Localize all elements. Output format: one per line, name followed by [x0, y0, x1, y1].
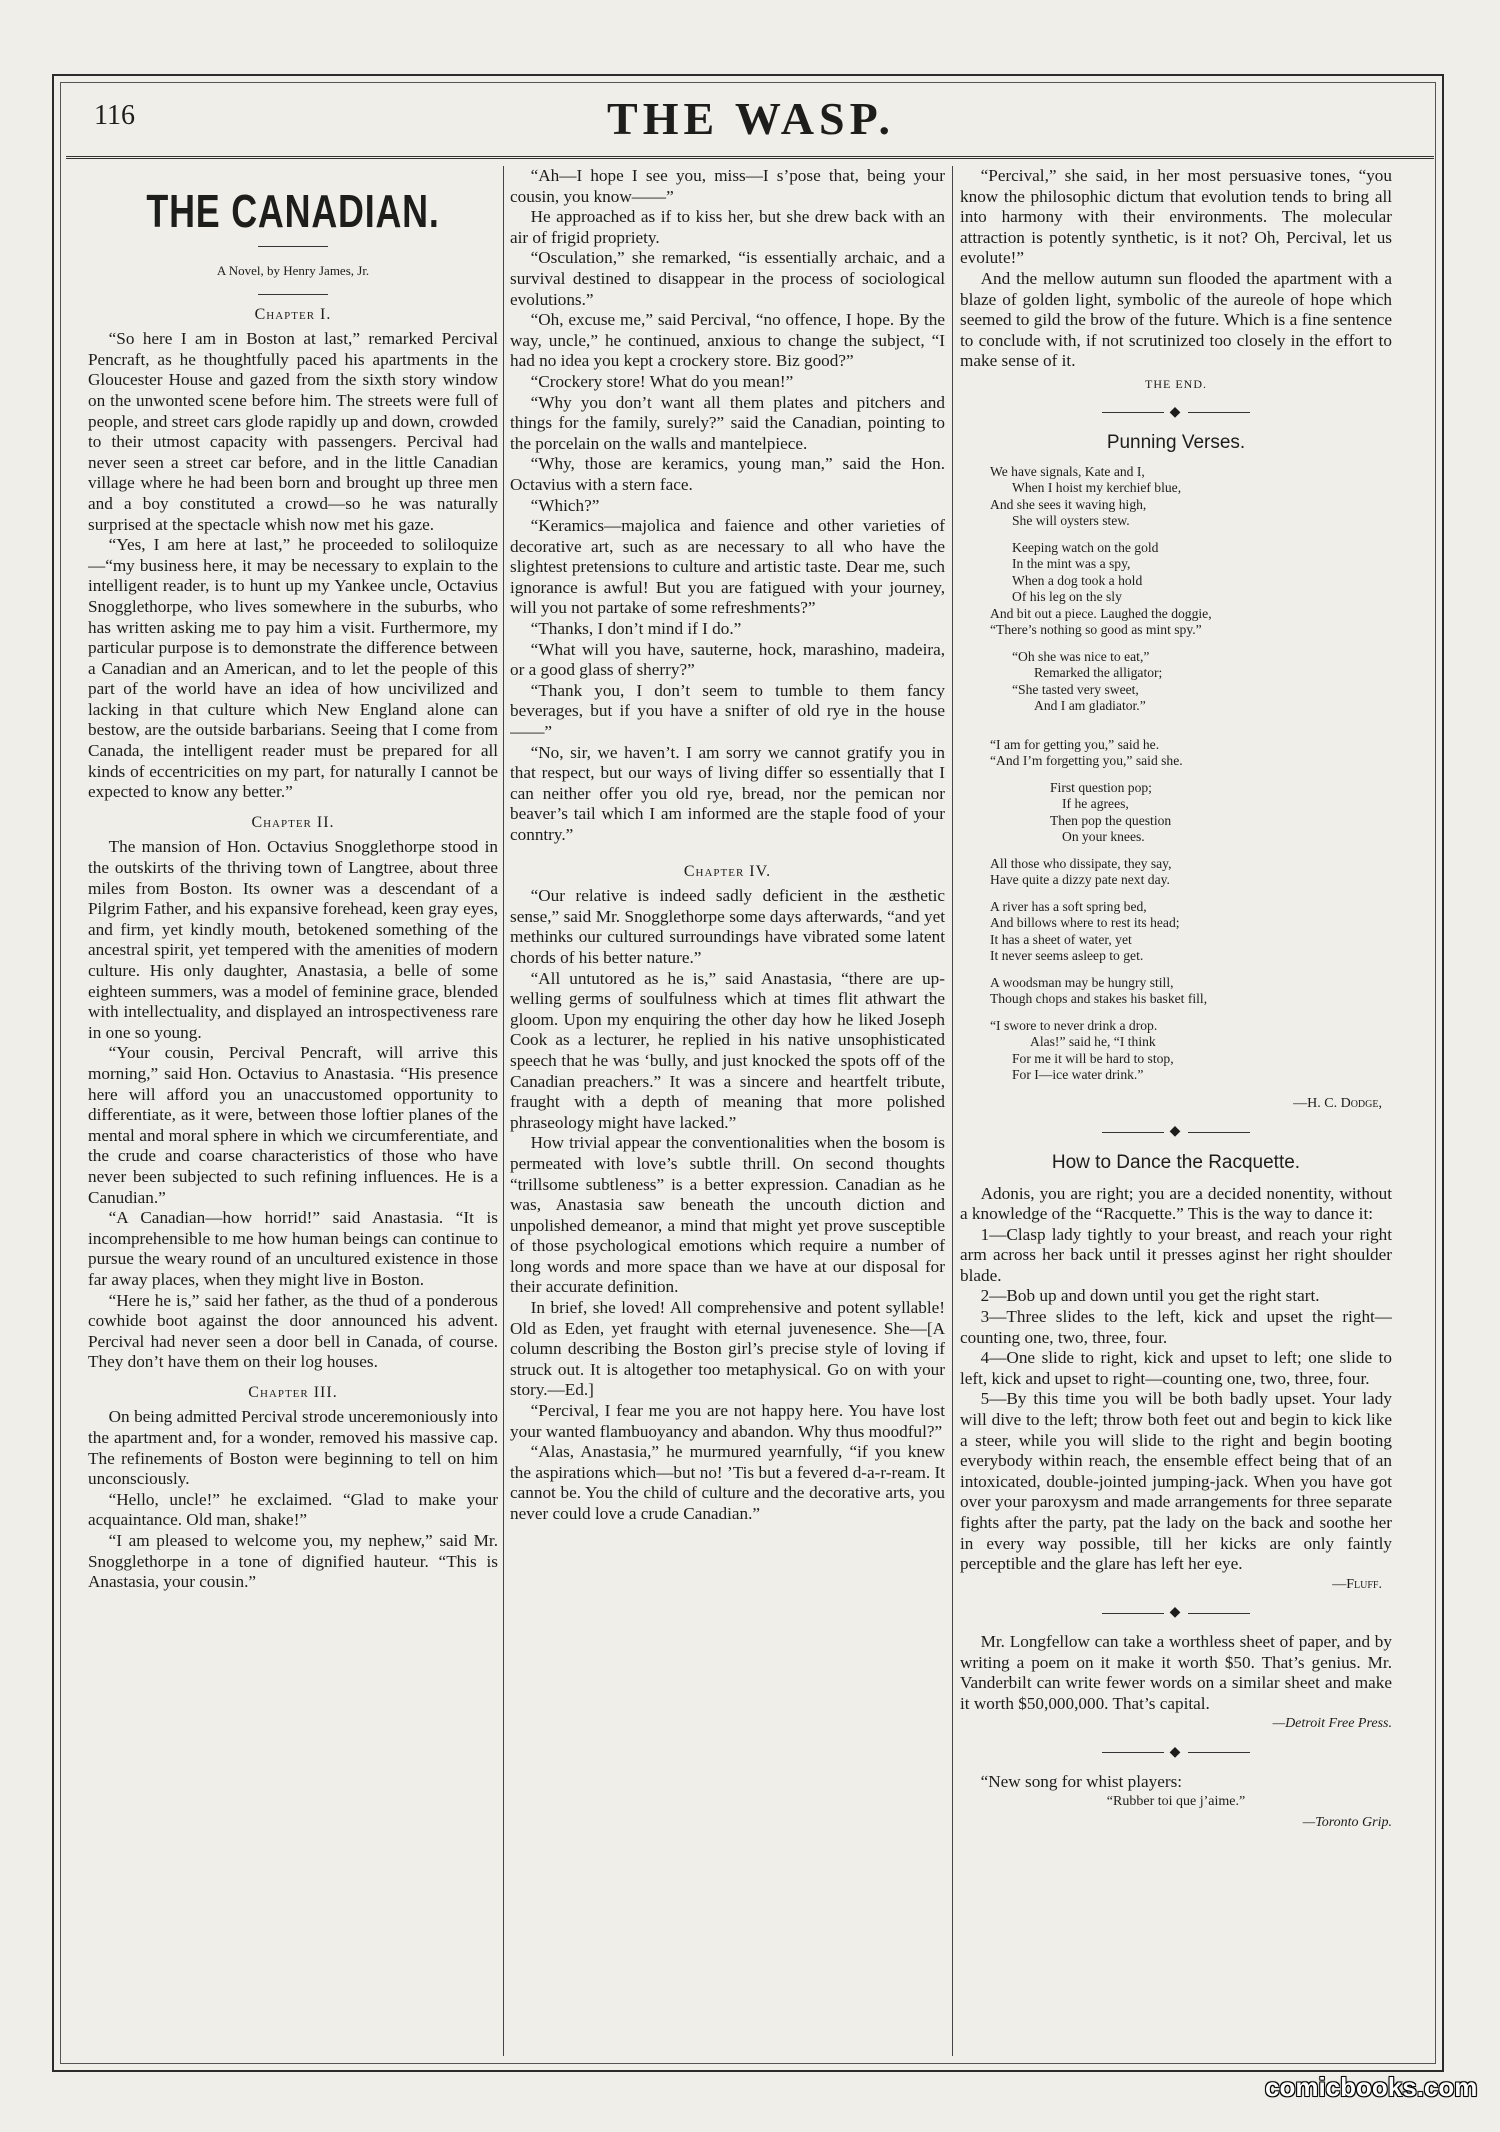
- story-title: THE CANADIAN.: [146, 185, 440, 237]
- stanza: [990, 737, 1392, 770]
- paragraph: “Percival,” she said, in her most persuasive tones, “you know the philosophic dictum that evolution tends to bring all into harmony with their environments. The molecular attraction is potently synthetic, is it not? Oh, Percival, let us evolute!”: [960, 166, 1392, 268]
- paragraph: Mr. Longfellow can take a worthless sheet of paper, and by writing a poem on it make it worth $50. That’s genius. Mr. Vanderbilt can write fewer words on a similar sheet and make it worth $50,000,000. That’s capital.: [960, 1631, 1392, 1713]
- paragraph: 5—By this time you will be both badly upset. Your lady will dive to the left; throw both feet out and begin to kick like a steer, while you will slide to the right and begin booting everybody within reach, the ensemble effect being that of an intoxicated, double-jointed jumping-jack. When you have got over your paroxysm and made arrangements for three separate fights after the party, pat the lady on the back and soothe her in every way possible, till her kicks are only faintly perceptible and the glare has left her eye.: [960, 1389, 1392, 1574]
- verse-line: And I am gladiator.”: [1034, 698, 1146, 714]
- chapter-heading: Chapter IV.: [683, 862, 772, 880]
- verse-line: And she sees it waving high,: [990, 496, 1147, 512]
- verse-line: Of his leg on the sly: [1012, 589, 1122, 605]
- paragraph: On being admitted Percival strode unceremoniously into the apartment and, for a wonder, removed his massive cap. The refinements of Boston were beginning to tell on him unconsciously.: [88, 1407, 498, 1489]
- divider: [258, 246, 328, 247]
- header-rule: [66, 156, 1434, 159]
- paragraph: 4—One slide to right, kick and upset to left; one slide to left, kick and upset to right—counting one, two, three, four.: [960, 1348, 1392, 1388]
- paragraph: “Keramics—majolica and faience and other varieties of decorative art, such as are necessary to all who have the slightest pretensions to culture and artistic taste. Dear me, such ignorance is awful! But you are fatigued with your journey, will you not partake of some refreshments?”: [510, 516, 945, 618]
- paragraph: In brief, she loved! All comprehensive and potent syllable! Old as Eden, yet fraught with eternal juvenesence. She—[A column describing the Boston girl’s precise style of loving if struck out. It is altogether too metaphysical. Go on with your story.—Ed.]: [510, 1298, 945, 1400]
- verse-line: We have signals, Kate and I,: [990, 463, 1145, 479]
- poem: [990, 464, 1392, 1084]
- byline: A Novel, by Henry James, Jr.: [216, 263, 370, 278]
- paragraph: “Osculation,” she remarked, “is essentially archaic, and a survival destined to disappear in the process of sociological evolutions.”: [510, 248, 945, 309]
- paragraph: “Why you don’t want all them plates and pitchers and things for the family, surely?” said the Canadian, pointing to the porcelain on the walls and mantelpiece.: [510, 392, 945, 453]
- verse-line: First question pop;: [1050, 779, 1152, 795]
- stanza: [990, 899, 1392, 965]
- paragraph: “New song for whist players:: [980, 1771, 1183, 1791]
- verse-line: In the mint was a spy,: [1012, 556, 1131, 572]
- paragraph: 3—Three slides to the left, kick and upset the right—counting one, two, three, four.: [960, 1307, 1392, 1347]
- verse-line: If he agrees,: [1062, 796, 1129, 812]
- verse-line: When I hoist my kerchief blue,: [1012, 480, 1182, 496]
- verse-line: A river has a soft spring bed,: [990, 898, 1147, 914]
- paragraph: The mansion of Hon. Octavius Snogglethorpe stood in the outskirts of the thriving town of Langtree, about three miles from Boston. Its owner was a descendant of a Pilgrim Father, and his expansive forehead, keen gray eyes, and firm, yet kindly mouth, betokened something of the ancestral spirit, yet tempered with the amenities of modern culture. His only daughter, Anastasia, a belle of some eighteen summers, was a model of feminine grace, blended with intellectuality, and displayed an introspectiveness rare in one so young.: [88, 837, 498, 1042]
- ornament-divider: ◆: [960, 1603, 1392, 1624]
- column-divider: [503, 166, 504, 2056]
- verse-line: On your knees.: [1062, 829, 1145, 845]
- ornament-divider: ◆: [960, 403, 1392, 424]
- paragraph: “Why, those are keramics, young man,” said the Hon. Octavius with a stern face.: [510, 454, 945, 494]
- column-2: [510, 166, 945, 2056]
- verse-line: Remarked the alligator;: [1034, 665, 1163, 681]
- stanza: [990, 464, 1392, 530]
- paragraph: “So here I am in Boston at last,” remarked Percival Pencraft, as he thoughtfully paced his apartments in the Gloucester House and gazed from the sixth story window on the unwonted scene before him. The streets were full of people, and street cars glode rapidly up and down, crowded to their utmost capacity with passengers. Percival had never seen a street car before, and in the little Canadian village where he had been born and brought up three men and a boy constituted a crowd—so he was naturally surprised at the spectacle whish now met his gaze.: [88, 329, 498, 534]
- ornament-divider: ◆: [960, 1122, 1392, 1143]
- stanza: [990, 649, 1392, 715]
- column-1: [88, 166, 498, 2056]
- paragraph: “Ah—I hope I see you, miss—I s’pose that, being your cousin, you know——”: [510, 166, 945, 206]
- ornament-divider: ◆: [960, 1743, 1392, 1764]
- verse-line: For me it will be hard to stop,: [1012, 1050, 1174, 1066]
- watermark: comicbooks.com: [1265, 2072, 1478, 2102]
- signature: —H. C. Dodge,: [1293, 1095, 1382, 1111]
- paragraph: 2—Bob up and down until you get the right start.: [980, 1286, 1320, 1306]
- paragraph: And the mellow autumn sun flooded the apartment with a blaze of golden light, symbolic of the aureole of hope which seemed to gild the brow of the future. Which is a fine sentence to conclude with, if not scrutinized too closely in the effort to make sense of it.: [960, 268, 1392, 371]
- page-number: 116: [94, 100, 135, 131]
- paragraph: “Here he is,” said her father, as the thud of a ponderous cowhide boot against the door announced his advent. Percival had never seen a door bell in Canada, of course. They don’t have them on their log houses.: [88, 1290, 498, 1372]
- verse-line: Alas!” said he, “I think: [1030, 1034, 1156, 1050]
- paragraph: “Our relative is indeed sadly deficient in the æsthetic sense,” said Mr. Snogglethorpe some days afterwards, “and yet methinks our cultured surroundings have vibrated some latent chords of his better nature.”: [510, 886, 945, 967]
- verse-line: “Oh she was nice to eat,”: [1012, 648, 1150, 664]
- chapter-heading: Chapter III.: [248, 1383, 338, 1401]
- verse-line: Then pop the question: [1050, 812, 1172, 828]
- paragraph: How trivial appear the conventionalities when the bosom is permeated with love’s subtle thrill. On second thoughts “trillsome subtleness” is a better expression. Canadian as he was, Anastasia saw beneath the uncouth diction and unpolished demeanor, a mind that might yet prove susceptible of those psychological emotions which require a number of long words and more space than we have at our disposal for their accurate definition.: [510, 1133, 945, 1297]
- verse-line: She will oysters stew.: [1012, 513, 1130, 529]
- stanza: [990, 856, 1392, 889]
- source-credit: —Toronto Grip.: [1302, 1814, 1392, 1830]
- page-header: [66, 92, 1436, 152]
- punning-verses-title: Punning Verses.: [1106, 432, 1246, 454]
- paragraph: “Yes, I am here at last,” he proceeded to soliloquize—“my business here, it may be necessary to explain to the intelligent reader, is to hunt up my Yankee uncle, Octavius Snogglethorpe, who lives somewhere in the suburbs, who has written asking me to pay him a visit. Furthermore, my particular purpose is to demonstrate the difference between a Canadian and an American, and to let the people of this part of the world have an idea of how uncivilized and lacking in that culture which New England alone can bestow, are the outside barbarians. Seeing that I come from Canada, the intelligent reader must be prepared for all kinds of eccentricities on my part, for naturally I cannot be expected to know any better.”: [88, 535, 498, 802]
- paragraph: “Hello, uncle!” he exclaimed. “Glad to make your acquaintance. Old man, shake!”: [88, 1489, 498, 1530]
- paragraph: “Alas, Anastasia,” he murmured yearnfully, “if you knew the aspirations which—but no! ’Tis but a fevered d-a-r-ream. It cannot be. You the child of culture and the decorative arts, you never could love a crude Canadian.”: [510, 1442, 945, 1523]
- paragraph: “I am pleased to welcome you, my nephew,” said Mr. Snogglethorpe in a tone of dignified hauteur. “This is Anastasia, your cousin.”: [88, 1531, 498, 1592]
- paragraph: He approached as if to kiss her, but she drew back with an air of frigid propriety.: [510, 207, 945, 247]
- paragraph: “Thanks, I don’t mind if I do.”: [530, 619, 742, 639]
- paragraph: “Oh, excuse me,” said Percival, “no offence, I hope. By the way, uncle,” he continued, anxious to change the subject, “I had no idea you kept a crockery store. Biz good?”: [510, 310, 945, 371]
- paragraph: “Thank you, I don’t seem to tumble to them fancy beverages, but if you have a snifter of old rye in the house——”: [510, 680, 945, 742]
- verse-line: All those who dissipate, they say,: [990, 855, 1172, 871]
- verse-line: For I—ice water drink.”: [1012, 1067, 1144, 1083]
- masthead: THE WASP.: [607, 93, 895, 144]
- verse-line: “I am for getting you,” said he.: [990, 736, 1160, 752]
- verse-line: “And I’m forgetting you,” said she.: [990, 753, 1183, 769]
- paragraph: Adonis, you are right; you are a decided nonentity, without a knowledge of the “Racquette.” This is the way to dance it:: [960, 1183, 1392, 1224]
- verse-line: And bit out a piece. Laughed the doggie,: [990, 605, 1212, 621]
- paragraph: “Crockery store! What do you mean!”: [530, 371, 794, 391]
- paragraph: “Your cousin, Percival Pencraft, will arrive this morning,” said Hon. Octavius to Anastasia. “His presence here will afford you an unaccustomed opportunity to differentiate, as it were, between those loftier planes of the mental and moral sphere in which we circumferentiate, and the crude and coarse characteristics of those who have never been subjected to such refining influences. He is a Canudian.”: [88, 1043, 498, 1207]
- column-3: [960, 166, 1392, 2056]
- verse-line: When a dog took a hold: [1012, 572, 1143, 588]
- paragraph: “A Canadian—how horrid!” said Anastasia. “It is incomprehensible to me how human beings can continue to pursue the weary round of an uncultured existence in those far away places, when they might live in Boston.: [88, 1208, 498, 1289]
- quoted-song: “Rubber toi que j’aime.”: [1106, 1794, 1246, 1810]
- divider: [258, 294, 328, 295]
- verse-line: It has a sheet of water, yet: [990, 931, 1132, 947]
- verse-line: And billows where to rest its head;: [990, 915, 1180, 931]
- chapter-heading: Chapter I.: [254, 305, 332, 323]
- racquette-title: How to Dance the Racquette.: [1051, 1151, 1301, 1173]
- verse-line: “She tasted very sweet,: [1012, 681, 1139, 697]
- column-divider: [952, 166, 953, 2056]
- verse-line: A woodsman may be hungry still,: [990, 974, 1174, 990]
- stanza: [990, 1018, 1392, 1084]
- paragraph: “No, sir, we haven’t. I am sorry we cannot gratify you in that respect, but our ways of living differ so essentially that I can neither offer you old rye, bread, nor the pemican nor beaver’s tail which I am informed are the staple food of your conntry.”: [510, 742, 945, 844]
- the-end: THE END.: [1145, 376, 1207, 391]
- source-credit: —Detroit Free Press.: [1272, 1716, 1392, 1732]
- paragraph: 1—Clasp lady tightly to your breast, and reach your right arm across her back until it presses aginst her right shoulder blade.: [960, 1224, 1392, 1285]
- paragraph: “Which?”: [530, 495, 600, 515]
- stanza: [990, 780, 1392, 846]
- paragraph: “All untutored as he is,” said Anastasia, “there are up-welling germs of soulfulness which at times flit athwart the gloom. Upon my enquiring the other day how he liked Joseph Cook as a lecturer, he replied in his native unsophisticated speech that he was ‘bully, and just knocked the spots off of the Canadian preachers.” It was a sincere and heartfelt tribute, fraught with a depth of meaning that more polished phraseology might have lacked.”: [510, 968, 945, 1132]
- paragraph: “Percival, I fear me you are not happy here. You have lost your wanted flambuoyancy and abandon. Why thus moodful?”: [510, 1401, 945, 1441]
- verse-line: Have quite a dizzy pate next day.: [990, 872, 1170, 888]
- signature: —Fluff.: [1332, 1576, 1382, 1592]
- stanza: [990, 975, 1392, 1008]
- chapter-heading: Chapter II.: [251, 813, 335, 831]
- stanza: [990, 540, 1392, 639]
- verse-line: “I swore to never drink a drop.: [990, 1017, 1158, 1033]
- verse-line: It never seems asleep to get.: [990, 948, 1144, 964]
- verse-line: “There’s nothing so good as mint spy.”: [990, 622, 1202, 638]
- verse-line: Keeping watch on the gold: [1012, 539, 1159, 555]
- verse-line: Though chops and stakes his basket fill,: [990, 991, 1208, 1007]
- paragraph: “What will you have, sauterne, hock, marashino, madeira, or a good glass of sherry?”: [510, 639, 945, 680]
